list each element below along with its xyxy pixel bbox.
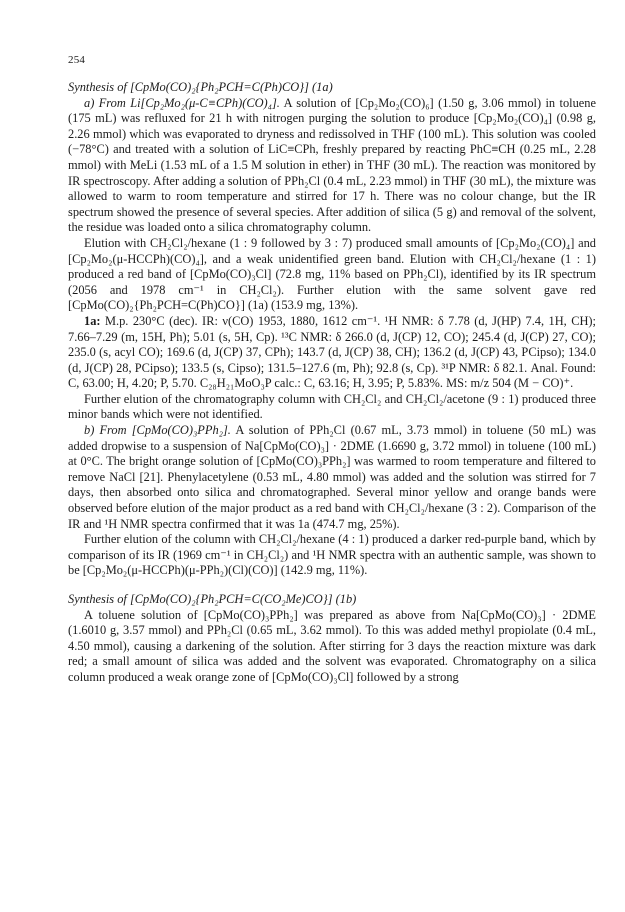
section-spacer <box>68 579 596 592</box>
paragraph-text: Elution with CH₂Cl₂/hexane (1 : 9 followed by 3 : 7) produced small amounts of [Cp₂Mo₂(CO)₄] and [Cp₂Mo₂(μ-HCCPh)(CO)₄], and a weak unidentified green band. Elution with CH₂Cl₂/hexane (1 : 1) produced a red band of [CpMo(CO)₃Cl] (72.8 mg, 11% based on PPh₂Cl), identified by its IR spectrum (2056 and 1978 cm⁻¹ in CH₂Cl₂). Further elution with the same solvent gave red [CpMo(CO)₂{Ph₂PCH=C(Ph)CO}] (1a) (153.9 mg, 13%). <box>68 235 596 313</box>
paragraph-text: A solution of [Cp₂Mo₂(CO)₆] (1.50 g, 3.06 mmol) in toluene (175 mL) was refluxed for 21 h with nitrogen purging the solution to produce [Cp₂Mo₂(CO)₄] (0.98 g, 2.26 mmol) which was evaporated to dryness and redissolved in THF (100 mL). This solution was cooled (−78°C) and treated with a solution of LiC≡CPh, freshly prepared by reacting PhC≡CH (0.25 mL, 2.28 mmol) with MeLi (1.53 mL of a 1.5 M solution in ether) in THF (30 mL). The reaction was monitored by IR spectroscopy. After adding a solution of PPh₂Cl (0.4 mL, 2.23 mmol) in THF (30 mL), the mixture was allowed to warm to room temperature and stirred for 17 h. There was no colour change, but the IR spectrum showed the presence of several species. After addition of silica (5 g) and removal of the solvent, the residue was loaded onto a silica chromatography column. <box>68 95 596 235</box>
section-heading-1a: Synthesis of [CpMo(CO)₂{Ph₂PCH=C(Ph)CO}] (1a) <box>68 80 333 94</box>
paragraph-text: A solution of PPh₂Cl (0.67 mL, 3.73 mmol) in toluene (50 mL) was added dropwise to a suspension of Na[CpMo(CO)₃] · 2DME (1.6690 g, 3.72 mmol) in toluene (100 mL) at 0°C. The bright orange solution of [CpMo(CO)₃PPh₂] was warmed to room temperature and filtered to remove NaCl [21]. Phenylacetylene (0.53 mL, 4.80 mmol) was added and the solution was stirred for 7 days, then absorbed onto silica and chromatographed. Several minor yellow and orange bands were observed before elution of the major product as a red band with CH₂Cl₂/hexane (3 : 2). Comparison of the IR and ¹H NMR spectra confirmed that it was 1a (474.7 mg, 25%). <box>68 423 596 531</box>
section-heading-1b: Synthesis of [CpMo(CO)₂{Ph₂PCH=C(CO₂Me)CO}] (1b) <box>68 592 357 606</box>
paragraph-lead: b) From [CpMo(CO)₃PPh₂]. <box>84 423 231 438</box>
paragraph-lead: a) From Li[Cp₂Mo₂(μ-C≡CPh)(CO)₄]. <box>84 95 280 110</box>
paragraph-red-purple-band <box>68 532 596 579</box>
paragraph-text: A toluene solution of [CpMo(CO)₃PPh₂] was prepared as above from Na[CpMo(CO)₃] · 2DME (1.6010 g, 3.57 mmol) and PPh₂Cl (0.65 mL, 3.62 mmol). To this was added methyl propiolate (0.4 mL, 4.50 mmol), causing a darkening of the solution. After stirring for 3 days the reaction mixture was dark red; a small amount of silica was added and the solvent was evaporated. Chromatography on a silica column produced a weak orange zone of [CpMo(CO)₃Cl] followed by a strong <box>68 607 596 684</box>
article-body <box>68 80 596 686</box>
paragraph-synthesis-1b <box>68 608 596 686</box>
paragraph-text: Further elution of the column with CH₂Cl₂/hexane (4 : 1) produced a darker red-purple band, which by comparison of its IR (1969 cm⁻¹ in CH₂Cl₂) and ¹H NMR spectra with an authentic sample, was shown to be [Cp₂Mo₂(μ-HCCPh)(μ-PPh₂)(Cl)(CO)] (142.9 mg, 11%). <box>68 532 596 578</box>
paragraph-text: Further elution of the chromatography column with CH₂Cl₂ and CH₂Cl₂/acetone (9 : 1) produced three minor bands which were not identified. <box>68 391 596 422</box>
paragraph-method-b <box>68 423 596 532</box>
paragraph-elution <box>68 236 596 314</box>
paragraph-lead: 1a: <box>84 313 101 328</box>
paragraph-method-a <box>68 96 596 236</box>
paragraph-further-elution <box>68 392 596 423</box>
page-number: 254 <box>68 54 86 66</box>
paragraph-text: M.p. 230°C (dec). IR: ν(CO) 1953, 1880, 1612 cm⁻¹. ¹H NMR: δ 7.78 (d, J(HP) 7.4, 1H, CH); 7.66–7.29 (m, 15H, Ph); 5.01 (s, 5H, Cp). ¹³C NMR: δ 266.0 (d, J(CP) 12, CO); 245.4 (d, J(CP) 27, CO); 235.0 (s, acyl CO); 169.6 (d, J(CP) 37, CPh); 143.7 (d, J(CP) 38, CH); 136.2 (d, J(CP) 43, PCipso); 134.0 (d, J(CP) 28, PCipso); 133.5 (s, Cipso); 131.5–127.6 (m, Ph); 92.8 (s, Cp). ³¹P NMR: δ 82.1. Anal. Found: C, 63.00; H, 4.20; P, 5.70. C₂₈H₂₁MoO₃P calc.: C, 63.16; H, 3.95; P, 5.83%. MS: m/z 504 (M − CO)⁺. <box>68 313 596 391</box>
paragraph-characterization-1a <box>68 314 596 392</box>
